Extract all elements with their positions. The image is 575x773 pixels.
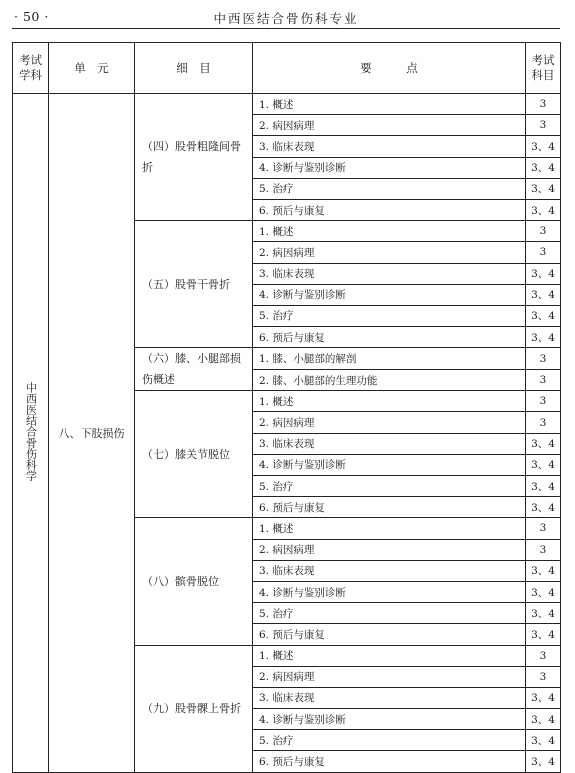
point-cell: 4. 诊断与鉴别诊断 (253, 454, 526, 475)
point-cell: 2. 病因病理 (253, 539, 526, 560)
detail-cell: （六）膝、小腿部损伤概述 (135, 348, 253, 391)
detail-cell: （九）股骨髁上骨折 (135, 645, 253, 772)
point-cell: 1. 概述 (253, 94, 526, 115)
point-cell: 2. 病因病理 (253, 666, 526, 687)
subject-cell: 中西医结合骨伤科学 (13, 94, 49, 773)
point-cell: 6. 预后与康复 (253, 327, 526, 348)
point-cell: 4. 诊断与鉴别诊断 (253, 157, 526, 178)
exam-cell: 3 (526, 242, 561, 263)
page-header (12, 8, 560, 28)
exam-cell: 3、4 (526, 284, 561, 305)
exam-cell: 3、4 (526, 136, 561, 157)
exam-cell: 3、4 (526, 157, 561, 178)
exam-cell: 3、4 (526, 476, 561, 497)
column-header-detail: 细 目 (135, 43, 253, 94)
exam-cell: 3 (526, 348, 561, 370)
point-cell: 2. 病因病理 (253, 242, 526, 263)
exam-cell: 3 (526, 391, 561, 412)
point-cell: 3. 临床表现 (253, 263, 526, 284)
exam-cell: 3、4 (526, 305, 561, 326)
exam-cell: 3、4 (526, 454, 561, 475)
exam-cell: 3、4 (526, 751, 561, 772)
point-cell: 3. 临床表现 (253, 136, 526, 157)
exam-cell: 3、4 (526, 433, 561, 454)
exam-cell: 3 (526, 539, 561, 560)
point-cell: 5. 治疗 (253, 476, 526, 497)
detail-cell: （七）膝关节脱位 (135, 391, 253, 518)
detail-cell: （八）髌骨脱位 (135, 518, 253, 645)
point-cell: 6. 预后与康复 (253, 199, 526, 220)
point-cell: 2. 病因病理 (253, 115, 526, 136)
exam-cell: 3、4 (526, 603, 561, 624)
exam-cell: 3、4 (526, 687, 561, 708)
point-cell: 1. 概述 (253, 391, 526, 412)
point-cell: 1. 膝、小腿部的解剖 (253, 348, 526, 370)
exam-cell: 3、4 (526, 178, 561, 199)
point-cell: 5. 治疗 (253, 305, 526, 326)
exam-cell: 3、4 (526, 581, 561, 602)
exam-cell: 3 (526, 369, 561, 391)
point-cell: 3. 临床表现 (253, 687, 526, 708)
exam-cell: 3、4 (526, 497, 561, 518)
exam-cell: 3、4 (526, 327, 561, 348)
exam-cell: 3、4 (526, 709, 561, 730)
column-header-unit: 单 元 (49, 43, 135, 94)
exam-cell: 3、4 (526, 263, 561, 284)
column-header-points: 要 点 (253, 43, 526, 94)
point-cell: 3. 临床表现 (253, 560, 526, 581)
point-cell: 1. 概述 (253, 221, 526, 242)
point-cell: 6. 预后与康复 (253, 751, 526, 772)
exam-cell: 3、4 (526, 199, 561, 220)
unit-cell: 八、下肢损伤 (49, 94, 135, 773)
exam-cell: 3 (526, 94, 561, 115)
page-number: · 50 · (14, 9, 49, 24)
detail-cell: （五）股骨干骨折 (135, 221, 253, 348)
exam-cell: 3、4 (526, 730, 561, 751)
exam-cell: 3 (526, 412, 561, 433)
exam-cell: 3 (526, 666, 561, 687)
exam-cell: 3 (526, 645, 561, 666)
table-header-row (13, 43, 561, 94)
header-rule (12, 28, 560, 29)
point-cell: 6. 预后与康复 (253, 497, 526, 518)
point-cell: 2. 膝、小腿部的生理功能 (253, 369, 526, 391)
exam-cell: 3 (526, 221, 561, 242)
point-cell: 1. 概述 (253, 645, 526, 666)
point-cell: 5. 治疗 (253, 178, 526, 199)
syllabus-table (12, 42, 561, 773)
exam-cell: 3、4 (526, 624, 561, 645)
column-header-subject: 考试 学科 (13, 43, 49, 94)
point-cell: 3. 临床表现 (253, 433, 526, 454)
exam-cell: 3 (526, 115, 561, 136)
column-header-exam: 考试 科目 (526, 43, 561, 94)
point-cell: 4. 诊断与鉴别诊断 (253, 709, 526, 730)
point-cell: 1. 概述 (253, 518, 526, 539)
detail-cell: （四）股骨粗隆间骨折 (135, 94, 253, 221)
exam-cell: 3、4 (526, 560, 561, 581)
point-cell: 2. 病因病理 (253, 412, 526, 433)
exam-cell: 3 (526, 518, 561, 539)
point-cell: 5. 治疗 (253, 730, 526, 751)
table-body (13, 94, 561, 773)
point-cell: 4. 诊断与鉴别诊断 (253, 581, 526, 602)
page-title: 中西医结合骨伤科专业 (213, 11, 359, 26)
point-cell: 5. 治疗 (253, 603, 526, 624)
point-cell: 4. 诊断与鉴别诊断 (253, 284, 526, 305)
table-row (13, 94, 561, 115)
point-cell: 6. 预后与康复 (253, 624, 526, 645)
